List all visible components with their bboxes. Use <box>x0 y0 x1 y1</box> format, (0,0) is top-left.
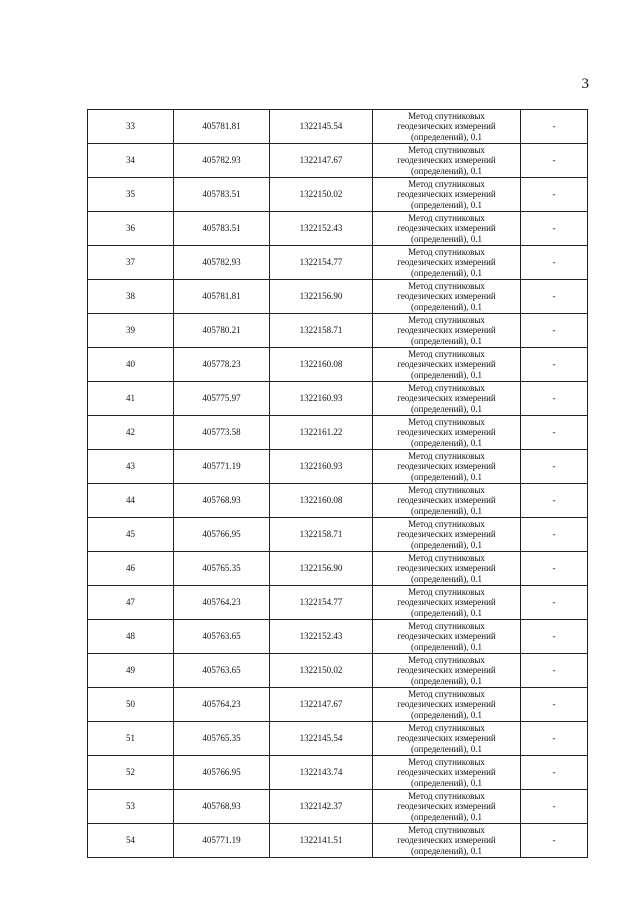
method-line: геодезических измерений <box>397 359 496 370</box>
point-number-cell: 51 <box>88 722 174 756</box>
method-cell <box>373 246 521 280</box>
table-row <box>88 450 588 484</box>
error-cell: - <box>521 654 588 688</box>
coordinates-table <box>87 109 588 858</box>
table-row <box>88 178 588 212</box>
method-line: (определений), 0.1 <box>411 845 482 856</box>
table-row <box>88 688 588 722</box>
method-line: геодезических измерений <box>397 835 496 846</box>
table-row <box>88 484 588 518</box>
y-coordinate-cell: 1322160.93 <box>270 450 373 484</box>
y-coordinate-cell: 1322161.22 <box>270 416 373 450</box>
method-line: (определений), 0.1 <box>411 709 482 720</box>
point-number-cell: 33 <box>88 110 174 144</box>
page-number: 3 <box>581 76 589 92</box>
y-coordinate-cell: 1322142.37 <box>270 790 373 824</box>
method-line: Метод спутниковых <box>408 722 485 733</box>
y-coordinate-cell: 1322160.08 <box>270 348 373 382</box>
error-cell: - <box>521 756 588 790</box>
y-coordinate-cell: 1322158.71 <box>270 314 373 348</box>
method-line: геодезических измерений <box>397 155 496 166</box>
point-number-cell: 53 <box>88 790 174 824</box>
y-coordinate-cell: 1322150.02 <box>270 654 373 688</box>
point-number-cell: 50 <box>88 688 174 722</box>
error-cell: - <box>521 416 588 450</box>
point-number-cell: 43 <box>88 450 174 484</box>
method-cell <box>373 280 521 314</box>
point-number-cell: 47 <box>88 586 174 620</box>
method-line: (определений), 0.1 <box>411 301 482 312</box>
error-cell: - <box>521 382 588 416</box>
table-row <box>88 280 588 314</box>
method-line: геодезических измерений <box>397 563 496 574</box>
method-line: (определений), 0.1 <box>411 437 482 448</box>
method-cell <box>373 144 521 178</box>
x-coordinate-cell: 405766.95 <box>174 756 270 790</box>
y-coordinate-cell: 1322152.43 <box>270 212 373 246</box>
method-line: геодезических измерений <box>397 461 496 472</box>
x-coordinate-cell: 405771.19 <box>174 450 270 484</box>
point-number-cell: 48 <box>88 620 174 654</box>
method-line: (определений), 0.1 <box>411 675 482 686</box>
method-line: геодезических измерений <box>397 801 496 812</box>
y-coordinate-cell: 1322147.67 <box>270 688 373 722</box>
x-coordinate-cell: 405764.23 <box>174 688 270 722</box>
method-line: (определений), 0.1 <box>411 403 482 414</box>
y-coordinate-cell: 1322154.77 <box>270 246 373 280</box>
table-row <box>88 620 588 654</box>
method-line: геодезических измерений <box>397 631 496 642</box>
method-line: Метод спутниковых <box>408 280 485 291</box>
method-cell <box>373 348 521 382</box>
point-number-cell: 42 <box>88 416 174 450</box>
method-line: Метод спутниковых <box>408 178 485 189</box>
method-line: геодезических измерений <box>397 529 496 540</box>
method-line: геодезических измерений <box>397 495 496 506</box>
method-line: геодезических измерений <box>397 699 496 710</box>
method-line: геодезических измерений <box>397 223 496 234</box>
method-line: геодезических измерений <box>397 189 496 200</box>
table-row <box>88 314 588 348</box>
method-line: (определений), 0.1 <box>411 641 482 652</box>
error-cell: - <box>521 518 588 552</box>
x-coordinate-cell: 405782.93 <box>174 246 270 280</box>
x-coordinate-cell: 405775.97 <box>174 382 270 416</box>
point-number-cell: 44 <box>88 484 174 518</box>
x-coordinate-cell: 405763.65 <box>174 620 270 654</box>
x-coordinate-cell: 405781.81 <box>174 110 270 144</box>
table-row <box>88 790 588 824</box>
point-number-cell: 37 <box>88 246 174 280</box>
method-cell <box>373 110 521 144</box>
method-line: (определений), 0.1 <box>411 505 482 516</box>
error-cell: - <box>521 620 588 654</box>
error-cell: - <box>521 280 588 314</box>
table-row <box>88 518 588 552</box>
y-coordinate-cell: 1322156.90 <box>270 280 373 314</box>
point-number-cell: 52 <box>88 756 174 790</box>
y-coordinate-cell: 1322152.43 <box>270 620 373 654</box>
method-cell <box>373 586 521 620</box>
table-row <box>88 756 588 790</box>
method-line: Метод спутниковых <box>408 382 485 393</box>
y-coordinate-cell: 1322154.77 <box>270 586 373 620</box>
x-coordinate-cell: 405783.51 <box>174 178 270 212</box>
x-coordinate-cell: 405765.35 <box>174 552 270 586</box>
error-cell: - <box>521 688 588 722</box>
method-line: (определений), 0.1 <box>411 573 482 584</box>
point-number-cell: 45 <box>88 518 174 552</box>
method-line: (определений), 0.1 <box>411 267 482 278</box>
method-cell <box>373 620 521 654</box>
method-line: геодезических измерений <box>397 767 496 778</box>
method-line: (определений), 0.1 <box>411 607 482 618</box>
table-row <box>88 382 588 416</box>
method-line: Метод спутниковых <box>408 790 485 801</box>
method-line: Метод спутниковых <box>408 416 485 427</box>
method-line: Метод спутниковых <box>408 552 485 563</box>
method-line: Метод спутниковых <box>408 620 485 631</box>
table-row <box>88 348 588 382</box>
method-line: (определений), 0.1 <box>411 199 482 210</box>
point-number-cell: 49 <box>88 654 174 688</box>
method-cell <box>373 790 521 824</box>
x-coordinate-cell: 405781.81 <box>174 280 270 314</box>
x-coordinate-cell: 405780.21 <box>174 314 270 348</box>
method-line: (определений), 0.1 <box>411 369 482 380</box>
error-cell: - <box>521 722 588 756</box>
y-coordinate-cell: 1322158.71 <box>270 518 373 552</box>
x-coordinate-cell: 405765.35 <box>174 722 270 756</box>
error-cell: - <box>521 178 588 212</box>
y-coordinate-cell: 1322141.51 <box>270 824 373 858</box>
error-cell: - <box>521 314 588 348</box>
method-cell <box>373 722 521 756</box>
point-number-cell: 38 <box>88 280 174 314</box>
method-cell <box>373 518 521 552</box>
table-row <box>88 212 588 246</box>
method-line: (определений), 0.1 <box>411 233 482 244</box>
point-number-cell: 40 <box>88 348 174 382</box>
method-line: геодезических измерений <box>397 257 496 268</box>
table-row <box>88 110 588 144</box>
method-line: (определений), 0.1 <box>411 335 482 346</box>
point-number-cell: 36 <box>88 212 174 246</box>
method-line: Метод спутниковых <box>408 348 485 359</box>
method-cell <box>373 484 521 518</box>
point-number-cell: 39 <box>88 314 174 348</box>
method-line: Метод спутниковых <box>408 586 485 597</box>
method-cell <box>373 552 521 586</box>
method-cell <box>373 382 521 416</box>
point-number-cell: 54 <box>88 824 174 858</box>
x-coordinate-cell: 405778.23 <box>174 348 270 382</box>
error-cell: - <box>521 484 588 518</box>
table-row <box>88 246 588 280</box>
method-cell <box>373 654 521 688</box>
method-line: Метод спутниковых <box>408 246 485 257</box>
method-line: (определений), 0.1 <box>411 131 482 142</box>
error-cell: - <box>521 212 588 246</box>
method-line: (определений), 0.1 <box>411 811 482 822</box>
y-coordinate-cell: 1322150.02 <box>270 178 373 212</box>
y-coordinate-cell: 1322160.93 <box>270 382 373 416</box>
x-coordinate-cell: 405773.58 <box>174 416 270 450</box>
method-line: геодезических измерений <box>397 665 496 676</box>
method-line: Метод спутниковых <box>408 212 485 223</box>
table-row <box>88 552 588 586</box>
method-line: геодезических измерений <box>397 427 496 438</box>
method-line: Метод спутниковых <box>408 824 485 835</box>
method-line: Метод спутниковых <box>408 110 485 121</box>
error-cell: - <box>521 552 588 586</box>
method-line: (определений), 0.1 <box>411 539 482 550</box>
point-number-cell: 34 <box>88 144 174 178</box>
error-cell: - <box>521 824 588 858</box>
table-row <box>88 416 588 450</box>
table-row <box>88 586 588 620</box>
x-coordinate-cell: 405771.19 <box>174 824 270 858</box>
method-line: геодезических измерений <box>397 393 496 404</box>
table-row <box>88 144 588 178</box>
error-cell: - <box>521 586 588 620</box>
table-row <box>88 722 588 756</box>
point-number-cell: 46 <box>88 552 174 586</box>
table-row <box>88 824 588 858</box>
method-line: Метод спутниковых <box>408 756 485 767</box>
method-line: Метод спутниковых <box>408 654 485 665</box>
method-cell <box>373 450 521 484</box>
error-cell: - <box>521 450 588 484</box>
method-line: Метод спутниковых <box>408 144 485 155</box>
x-coordinate-cell: 405764.23 <box>174 586 270 620</box>
method-cell <box>373 756 521 790</box>
method-line: геодезических измерений <box>397 325 496 336</box>
method-cell <box>373 212 521 246</box>
x-coordinate-cell: 405766.95 <box>174 518 270 552</box>
y-coordinate-cell: 1322145.54 <box>270 722 373 756</box>
method-line: Метод спутниковых <box>408 484 485 495</box>
error-cell: - <box>521 144 588 178</box>
method-line: Метод спутниковых <box>408 688 485 699</box>
error-cell: - <box>521 110 588 144</box>
x-coordinate-cell: 405783.51 <box>174 212 270 246</box>
point-number-cell: 35 <box>88 178 174 212</box>
coordinates-table-body <box>88 110 588 858</box>
method-line: (определений), 0.1 <box>411 743 482 754</box>
method-cell <box>373 416 521 450</box>
y-coordinate-cell: 1322145.54 <box>270 110 373 144</box>
error-cell: - <box>521 246 588 280</box>
y-coordinate-cell: 1322143.74 <box>270 756 373 790</box>
method-line: (определений), 0.1 <box>411 471 482 482</box>
method-cell <box>373 824 521 858</box>
method-line: Метод спутниковых <box>408 450 485 461</box>
method-cell <box>373 314 521 348</box>
error-cell: - <box>521 348 588 382</box>
x-coordinate-cell: 405782.93 <box>174 144 270 178</box>
method-line: геодезических измерений <box>397 121 496 132</box>
method-line: Метод спутниковых <box>408 314 485 325</box>
y-coordinate-cell: 1322147.67 <box>270 144 373 178</box>
method-line: геодезических измерений <box>397 733 496 744</box>
point-number-cell: 41 <box>88 382 174 416</box>
x-coordinate-cell: 405768.93 <box>174 790 270 824</box>
y-coordinate-cell: 1322160.08 <box>270 484 373 518</box>
table-row <box>88 654 588 688</box>
x-coordinate-cell: 405763.65 <box>174 654 270 688</box>
error-cell: - <box>521 790 588 824</box>
method-line: (определений), 0.1 <box>411 777 482 788</box>
method-cell <box>373 688 521 722</box>
method-line: геодезических измерений <box>397 291 496 302</box>
method-cell <box>373 178 521 212</box>
method-line: геодезических измерений <box>397 597 496 608</box>
method-line: (определений), 0.1 <box>411 165 482 176</box>
y-coordinate-cell: 1322156.90 <box>270 552 373 586</box>
method-line: Метод спутниковых <box>408 518 485 529</box>
x-coordinate-cell: 405768.93 <box>174 484 270 518</box>
